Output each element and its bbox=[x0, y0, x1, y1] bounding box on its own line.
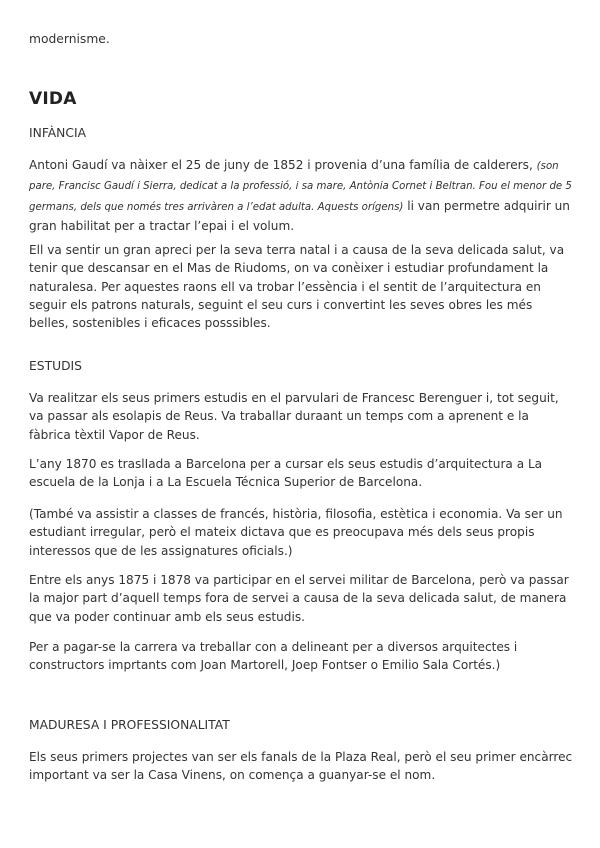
infancia-p1-text-after: li van permetre adquirir un gran habilitat per a tractar l’epai i el volum. bbox=[29, 198, 570, 233]
subheading-infancia: INFÀNCIA bbox=[29, 126, 87, 140]
estudis-paragraph-2: L’any 1870 es traslIada a Barcelona per a cursar els seus estudis d’arquitectura a La escuela de la Lonja i a La Escuela Técnica Superior de Barcelona. bbox=[29, 457, 543, 490]
estudis-paragraph-4: Entre els anys 1875 i 1878 va participar en el servei militar de Barcelona, però va passar la major part d’aquell temps fora de servei a causa de la seva delicada salut, de manera que va poder continuar amb els seus estudis. bbox=[29, 573, 569, 624]
infancia-p1-text-before: Antoni Gaudí va nàixer el 25 de juny de 1852 i provenia d’una família de calderers, bbox=[29, 158, 537, 172]
estudis-paragraph-5: Per a pagar-se la carrera va treballar con a delineant per a diversos arquitectes i constructors imprtants com Joan Martorell, Joep Fontser o Emilio Sala Cortés.) bbox=[29, 640, 518, 673]
infancia-paragraph-1 bbox=[29, 156, 574, 235]
estudis-paragraph-1: Va realitzar els seus primers estudis en el parvulari de Francesc Berenguer i, tot seguit, va passar als esolapis de Reus. Va traballar duraant un temps com a aprenent e la fàbrica tèxtil Vapor de Reus. bbox=[29, 391, 559, 442]
subheading-estudis: ESTUDIS bbox=[29, 359, 82, 373]
infancia-p1-italic-note: (son pare, Francisc Gaudí i Sierra, dedicat a la professió, i sa mare, Antònia Cornet i Beltran. Fou el menor de 5 germans, dels que només tres arrivàren a l’edat adulta. Aquests orígens) bbox=[29, 161, 572, 213]
previous-paragraph-fragment: modernisme. bbox=[29, 32, 110, 46]
estudis-paragraph-3: (També va assistir a classes de francés, història, filosofia, estètica i economia. Va ser un estudiant irregular, però el mateix dictava que es preocupava més dels seus propis interessos que de les assignatures oficials.) bbox=[29, 507, 563, 558]
section-title: VIDA bbox=[29, 89, 77, 109]
infancia-paragraph-2: Ell va sentir un gran apreci per la seva terra natal i a causa de la seva delicada salut, va tenir que descansar en el Mas de Riudoms, on va conèixer i estudiar profundament la naturalesa. Per aquestes raons ell va trobar l’essència i el sentit de l’arquitectura en seguir els patrons naturals, seguint el seu curs i convertint les seves obres les més belles, sostenibles i eficaces posssibles. bbox=[29, 243, 565, 331]
subheading-maduresa: MADURESA I PROFESSIONALITAT bbox=[29, 718, 230, 732]
maduresa-paragraph-1: Els seus primers projectes van ser els fanals de la Plaza Real, però el seu primer encàrrec important va ser la Casa Vinens, on comença a guanyar-se el nom. bbox=[29, 750, 573, 783]
